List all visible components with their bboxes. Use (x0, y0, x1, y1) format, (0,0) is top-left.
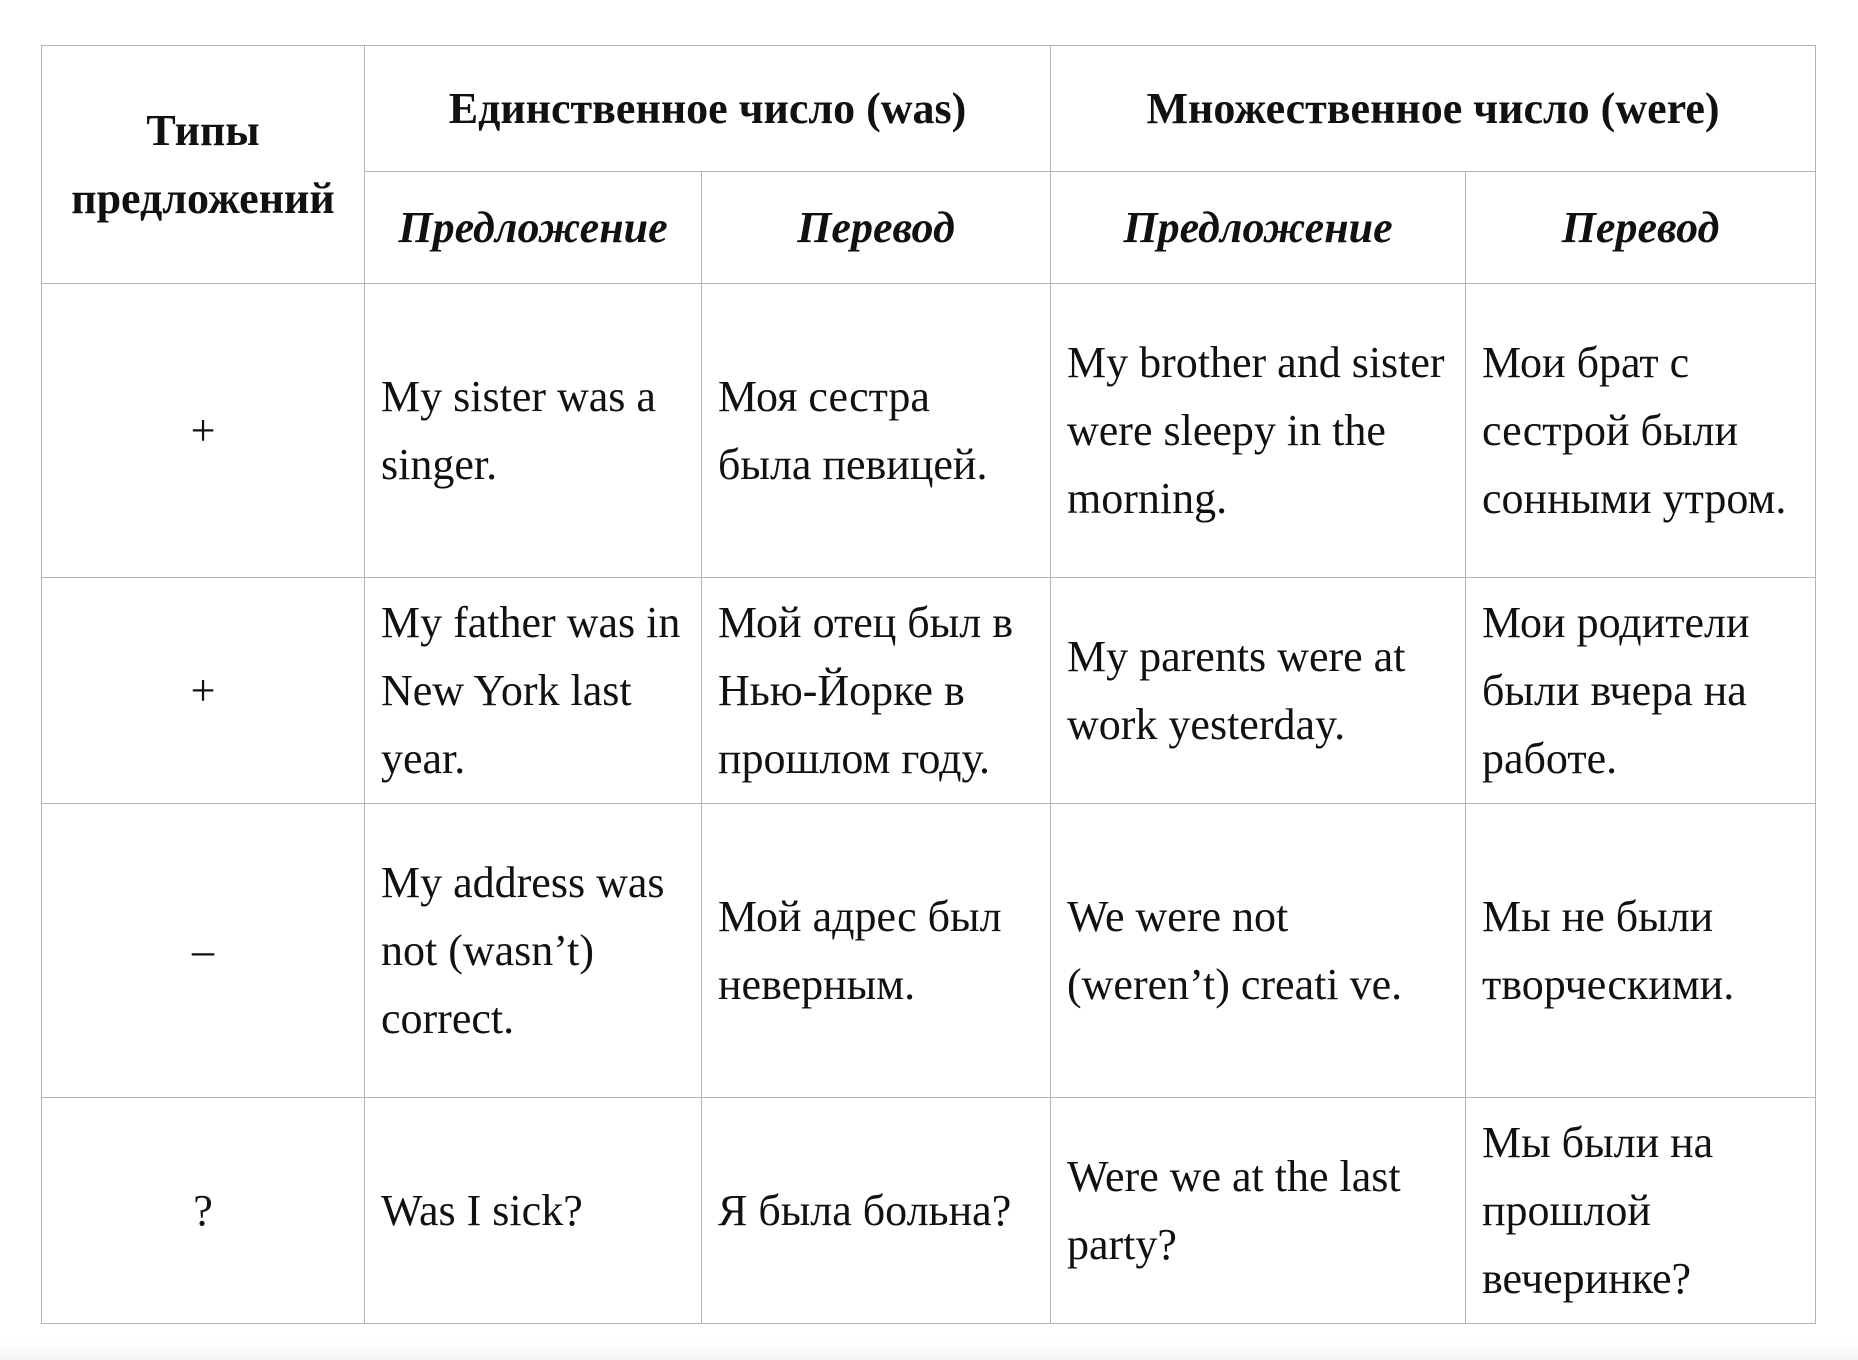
table-row (42, 804, 1816, 1098)
plural-sentence: Were we at the last party? (1051, 1098, 1466, 1324)
plural-translation: Мы не были творческими. (1466, 804, 1816, 1098)
singular-translation: Моя сестра была певицей. (702, 284, 1051, 578)
bottom-shadow (0, 1340, 1858, 1360)
singular-translation: Мой адрес был неверным. (702, 804, 1051, 1098)
singular-sentence: My sister was a singer. (365, 284, 702, 578)
table-row (42, 284, 1816, 578)
sentence-type: + (42, 578, 365, 804)
plural-sentence: My parents were at work yesterday. (1051, 578, 1466, 804)
singular-sentence: My father was in New York last year. (365, 578, 702, 804)
header-plural-translation: Перевод (1466, 172, 1816, 284)
header-singular-sentence: Предложение (365, 172, 702, 284)
plural-sentence: My brother and sister were sleepy in the morning. (1051, 284, 1466, 578)
header-singular-translation: Перевод (702, 172, 1051, 284)
table-row (42, 1098, 1816, 1324)
singular-sentence: My address was not (wasn’t) correct. (365, 804, 702, 1098)
header-plural: Множественное число (were) (1051, 46, 1816, 172)
singular-translation: Мой отец был в Нью-Йорке в прошлом году. (702, 578, 1051, 804)
header-row-top (42, 46, 1816, 172)
sentence-type: + (42, 284, 365, 578)
table-row (42, 578, 1816, 804)
singular-translation: Я была больна? (702, 1098, 1051, 1324)
grammar-table (41, 45, 1816, 1324)
sentence-type: ? (42, 1098, 365, 1324)
header-plural-sentence: Предложение (1051, 172, 1466, 284)
header-sentence-types: Типы предложений (42, 46, 365, 284)
plural-sentence: We were not (weren’t) creati ve. (1051, 804, 1466, 1098)
header-singular: Единственное число (was) (365, 46, 1051, 172)
plural-translation: Мои брат с сестрой были сонными утром. (1466, 284, 1816, 578)
plural-translation: Мы были на прошлой вечеринке? (1466, 1098, 1816, 1324)
sentence-type: – (42, 804, 365, 1098)
singular-sentence: Was I sick? (365, 1098, 702, 1324)
plural-translation: Мои родители были вчера на работе. (1466, 578, 1816, 804)
